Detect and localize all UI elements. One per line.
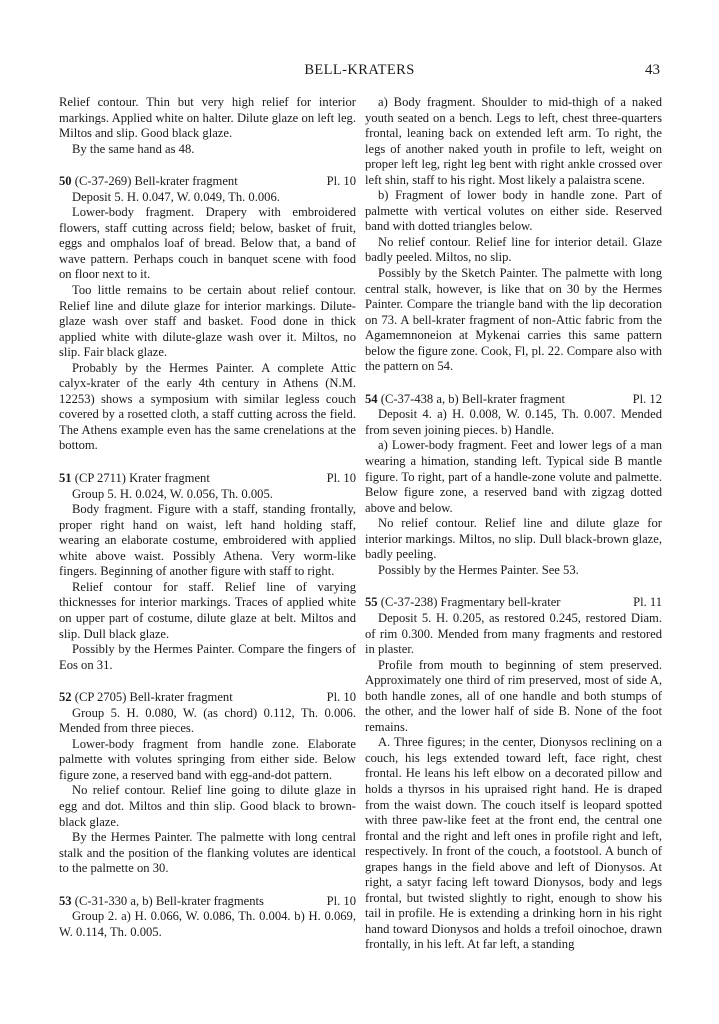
- continuation-paragraph: Possibly by the Sketch Painter. The palmette with long central stalk, however, is like that on 30 by the Hermes Painter. Compare the triangle band with the lip decoration on 73. A bell-krater fragment of non-Attic fabric from the Agamemnoneion at Mykenai carries this same pattern below the figure zone. Cook, Fl, pl. 22. Compare also with the pattern on 54.: [365, 266, 662, 374]
- entry-measurements: Deposit 4. a) H. 0.008, W. 0.145, Th. 0.007. Mended from seven joining pieces. b) Handle.: [365, 407, 662, 437]
- running-head: BELL-KRATERS: [304, 62, 415, 78]
- entry-heading: [365, 392, 662, 408]
- entry-title: (CP 2711) Krater fragment: [74, 471, 210, 486]
- entry-title: (C-37-438 a, b) Bell-krater fragment: [380, 391, 566, 406]
- entry-paragraph: By the Hermes Painter. The palmette with long central stalk and the position of the flanking volutes are identical to the palmette on 30.: [59, 830, 356, 876]
- entry-title-line: [365, 392, 565, 408]
- continuation-paragraph: By the same hand as 48.: [72, 141, 195, 156]
- entry-number: 53: [59, 893, 72, 908]
- entry-heading: [59, 174, 356, 190]
- catalog-entry-50: [59, 174, 356, 454]
- entry-title: (C-37-238) Fragmentary bell-krater: [380, 595, 561, 610]
- left-column: [59, 95, 356, 940]
- entry-paragraph: Lower-body fragment. Drapery with embroidered flowers, staff cutting across field; below, basket of fruit, eggs and omphalos loaf of bread. Below that, a band of wave pattern. Perhaps couch in banquet scene with food on floor next to it.: [59, 205, 356, 282]
- plate-reference: Pl. 11: [633, 595, 662, 610]
- entry-measurements: Deposit 5. H. 0.205, as restored 0.245, restored Diam. of rim 0.300. Mended from many fragments and restored in plaster.: [365, 610, 662, 657]
- entry-title-line: [59, 894, 264, 910]
- entry-number: 51: [59, 471, 72, 486]
- entry-paragraph: Probably by the Hermes Painter. A complete Attic calyx-krater of the early 4th century in Athens (N.M. 12253) shows a symposium with similar legless couch covered by a rosetted cloth, a staff cutting across the field. The Athens example even has the same crenelations at the bottom.: [59, 360, 356, 453]
- entry-paragraph: Too little remains to be certain about relief contour. Relief line and dilute glaze for interior markings. Dilute-glaze wash over staff and basket. Food done in thick applied white with dilute-glaze wash over it. Miltos, no slip. Fair black glaze.: [59, 283, 356, 360]
- entry-number: 54: [365, 391, 378, 406]
- entry-paragraph: No relief contour. Relief line and dilute glaze for interior markings. Miltos, no slip. Dull black-brown glaze, badly peeling.: [365, 516, 662, 562]
- plate-reference: Pl. 12: [632, 391, 662, 406]
- entry-heading: [59, 894, 356, 910]
- entry-paragraph: Possibly by the Hermes Painter. See 53.: [378, 562, 579, 577]
- catalog-entry-51: [59, 471, 356, 673]
- entry-paragraph: No relief contour. Relief line going to dilute glaze in egg and dot. Miltos and thin slip. Good black to brown-black glaze.: [59, 783, 356, 829]
- entry-title-line: [59, 690, 233, 706]
- entry-title: (CP 2705) Bell-krater fragment: [74, 690, 233, 705]
- entry-number: 50: [59, 174, 72, 189]
- catalog-entry-55: [365, 595, 662, 953]
- entry-number: 55: [365, 595, 378, 610]
- entry-heading: [59, 471, 356, 487]
- continuation-paragraph: b) Fragment of lower body in handle zone. Part of palmette with vertical volutes on either side. Reserved band with dotted triangles below.: [365, 188, 662, 234]
- entry-title-line: [59, 174, 238, 190]
- entry-paragraph: Profile from mouth to beginning of stem preserved. Approximately one third of rim preserved, most of side A, both handle zones, all of one handle and both stumps of the other, and the lower half of side B. None of the foot remains.: [365, 657, 662, 734]
- catalog-entry-54: [365, 392, 662, 579]
- entry-title-line: [365, 595, 561, 611]
- plate-reference: Pl. 10: [326, 690, 356, 705]
- entry-title: (C-37-269) Bell-krater fragment: [74, 174, 238, 189]
- catalog-entry-53: [59, 894, 356, 941]
- entry-measurements: Deposit 5. H. 0.047, W. 0.049, Th. 0.006.: [72, 189, 280, 204]
- entry-measurements: Group 5. H. 0.080, W. (as chord) 0.112, Th. 0.006. Mended from three pieces.: [59, 705, 356, 736]
- entry-paragraph: A. Three figures; in the center, Dionysos reclining on a couch, his legs extended toward left, face right, chest frontal. He leans his left elbow on a decorated pillow and holds a thyrsos in his upraised right hand. He is draped from the waist down. The couch itself is leopard spotted with three paw-like feet at the front end, the central one frontal and the right and left ones in profile right and left, respectively. In front of the couch, a footstool. A bunch of grapes hangs in the field above and left of Dionysos. At right, a satyr facing left toward Dionysos, body and legs frontal, but twisted slightly to right, enough to show his tail in profile. He is extending a drinking horn in his right hand toward Dionysos and holds a trefoil oinochoe, drawn frontally, in his left. At far left, a standing: [365, 735, 662, 952]
- plate-reference: Pl. 10: [326, 893, 356, 908]
- entry-number: 52: [59, 690, 72, 705]
- plate-reference: Pl. 10: [326, 471, 356, 486]
- entry-title-line: [59, 471, 210, 487]
- entry-paragraph: Body fragment. Figure with a staff, standing frontally, proper right hand on waist, left hand holding staff, wearing an elaborate costume, embroidered with applied white above waist. Possibly Athena. Very worm-like fingers. Beginning of another figure with staff to right.: [59, 502, 356, 579]
- page-header: [0, 62, 719, 82]
- entry-paragraph: Possibly by the Hermes Painter. Compare the fingers of Eos on 31.: [59, 642, 356, 672]
- entry-measurements: Group 2. a) H. 0.066, W. 0.086, Th. 0.004. b) H. 0.069, W. 0.114, Th. 0.005.: [59, 909, 356, 939]
- continuation-paragraph: No relief contour. Relief line for interior detail. Glaze badly peeled. Miltos, no slip.: [365, 234, 662, 265]
- entry-measurements: Group 5. H. 0.024, W. 0.056, Th. 0.005.: [72, 486, 273, 501]
- plate-reference: Pl. 10: [326, 174, 356, 189]
- continuation-paragraph: Relief contour. Thin but very high relief for interior markings. Applied white on halter. Dilute glaze on left leg. Miltos and slip. Good black glaze.: [59, 95, 356, 141]
- catalog-entry-52: [59, 690, 356, 877]
- entry-paragraph: Relief contour for staff. Relief line of varying thicknesses for interior markings. Traces of applied white on upper part of costume, dilute glaze at belt. Miltos and slip. Dull black glaze.: [59, 579, 356, 641]
- continuation-paragraph: a) Body fragment. Shoulder to mid-thigh of a naked youth seated on a bench. Legs to left, chest three-quarters frontal, leaning back on extended left arm. To right, the legs of another naked youth in profile to left, weight on proper left leg, right leg bent with right ankle crossed over left shin, staff to his right. Most likely a palaistra scene.: [365, 95, 662, 187]
- right-column: [365, 95, 662, 953]
- entry-paragraph: Lower-body fragment from handle zone. Elaborate palmette with volutes springing from either side. Below figure zone, a reserved band with egg-and-dot pattern.: [59, 736, 356, 782]
- entry-heading: [59, 690, 356, 706]
- entry-heading: [365, 595, 662, 611]
- entry-title: (C-31-330 a, b) Bell-krater fragments: [74, 893, 264, 908]
- entry-paragraph: a) Lower-body fragment. Feet and lower legs of a man wearing a himation, standing left. Typical side B mantle figure. To right, part of a handle-zone volute and palmette. Below figure zone, a reserved band with zigzag dotted above and below.: [365, 438, 662, 515]
- page-number: 43: [645, 62, 660, 78]
